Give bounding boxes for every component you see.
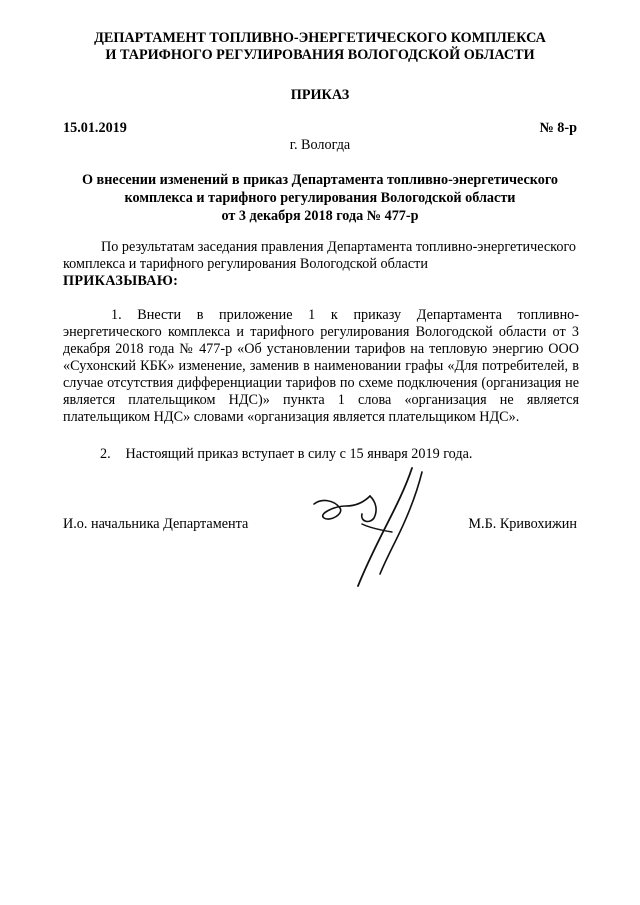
- item-1-text: Внести в приложение 1 к приказу Департамента топливно-энергетического комплекса и тарифного регулирования Вологодской области от 3 декабря 2018 года № 477-р «Об установлении тарифов на тепловую энергию ООО «Сухонский КБК» изменение, заменив в наименовании графы «Для потребителей, в случае отсутствия дифференциации тарифов по схеме подключения (организация не является плательщиком НДС)» пункта 1 слова «организация не является плательщиком НДС» словами «организация является плательщиком НДС».: [63, 307, 580, 425]
- order-item-1: [63, 307, 579, 426]
- item-2-number: 2.: [100, 446, 111, 462]
- item-2-text: Настоящий приказ вступает в силу с 15 января 2019 года.: [125, 446, 473, 462]
- order-item-2: [100, 446, 580, 463]
- item-1-number: 1.: [111, 307, 122, 323]
- signatory-name: М.Б. Кривохижин: [468, 516, 577, 532]
- header-line-2: И ТАРИФНОГО РЕГУЛИРОВАНИЯ ВОЛОГОДСКОЙ ОБЛАСТИ: [105, 47, 535, 63]
- document-subject: [70, 171, 570, 225]
- signatory-position: И.о. начальника Департамента: [63, 516, 249, 532]
- preamble-paragraph: По результатам заседания правления Департамента топливно-энергетического комплекса и тарифного регулирования Вологодской области: [63, 239, 577, 272]
- subject-line-1: О внесении изменений в приказ Департамента топливно-энергетического: [81, 172, 559, 188]
- header-line-1: ДЕПАРТАМЕНТ ТОПЛИВНО-ЭНЕРГЕТИЧЕСКОГО КОМПЛЕКСА: [94, 30, 546, 46]
- document-type-title: ПРИКАЗ: [290, 87, 350, 103]
- document-number: № 8-р: [539, 120, 577, 136]
- handwritten-signature: [300, 462, 450, 592]
- subject-line-3: от 3 декабря 2018 года № 477-р: [221, 208, 419, 224]
- subject-line-2: комплекса и тарифного регулирования Вологодской области: [124, 190, 516, 206]
- document-city: г. Вологда: [289, 137, 351, 153]
- document-date: 15.01.2019: [63, 120, 127, 136]
- order-word: ПРИКАЗЫВАЮ:: [63, 273, 179, 289]
- department-header: [60, 30, 580, 64]
